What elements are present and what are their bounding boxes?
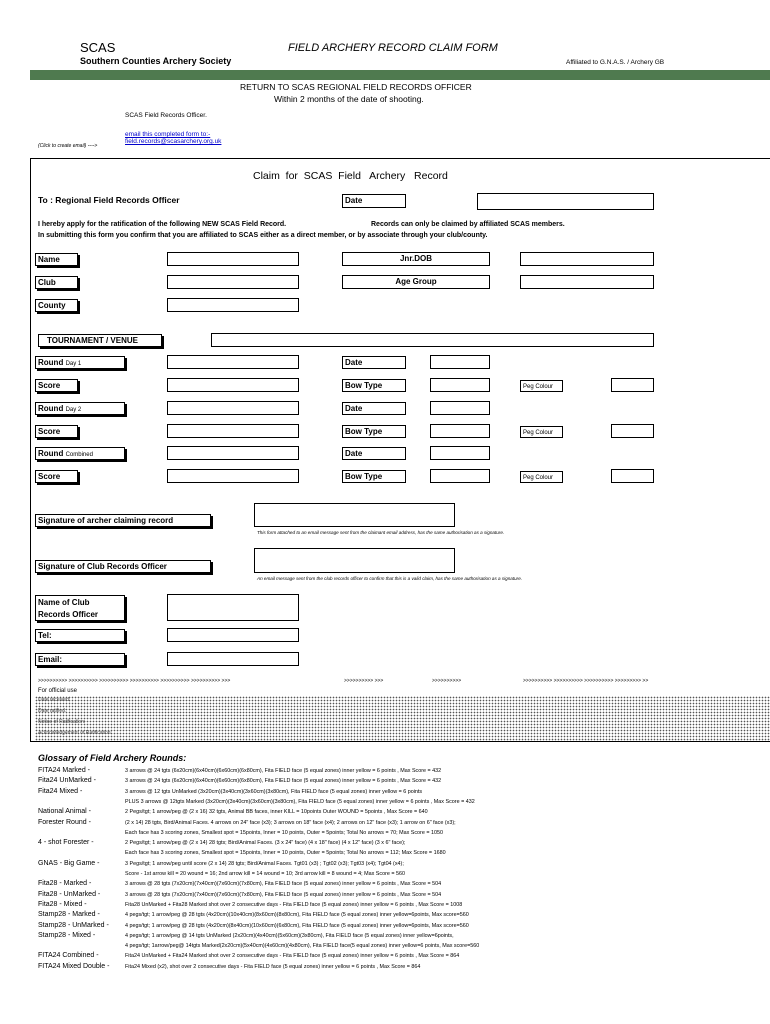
official-use-label: For official use <box>38 688 77 694</box>
day2-word: Day 2 <box>65 407 82 413</box>
email-label: Email: <box>35 653 125 666</box>
glossary-round-description: Fita24 Mixed (x2), shot over 2 consecutive days - Fita FIELD face (5 equal zones) inner yellow = 6 points , Max Score = 864 <box>125 963 421 970</box>
officer-line: SCAS Field Records Officer. <box>125 112 207 119</box>
round-combined-input[interactable] <box>167 446 299 460</box>
archer-signature-label: Signature of archer claiming record <box>35 514 211 527</box>
org-full: Southern Counties Archery Society <box>80 56 232 66</box>
glossary-round-description: 2 Pegs/tgt; 1 arrow/peg @ (2 x 16) 32 tgts, Animal BB faces, inner KILL = 10points Outer WOUND = 5points , Max Score = 640 <box>125 809 428 816</box>
glossary-round-name: Fita24 Mixed - <box>38 787 83 795</box>
round-day1-label <box>35 356 125 369</box>
official-arrows-1: >>>>>>>>>> >>>>>>>>>> >>>>>>>>>> >>>>>>>>>> >>>>>>>>>> >>>>>>>>>> >>> <box>38 678 231 684</box>
glossary-round-description: 2 Pegs/tgt; 1 arrow/peg @ (2 x 14) 28 tgts; Bird/Animal Faces. (3 x 24" face) (4 x 18" face) (4 x 12" face) (3 x 6" face); <box>125 840 406 847</box>
jnr-dob-input[interactable] <box>520 252 654 266</box>
round-word: Round <box>38 358 64 367</box>
combined-word: Combined <box>65 452 93 458</box>
email-hint: (Click to create email) ----> <box>38 143 98 149</box>
official-arrows-3: >>>>>>>>>> <box>432 678 462 684</box>
affiliated-line: Records can only be claimed by affiliated SCAS members. <box>371 221 565 228</box>
officer-name-line-1: Name of Club <box>38 598 90 607</box>
claim-date-label: Date <box>342 194 406 208</box>
date-combined-label: Date <box>342 447 406 460</box>
date-day1-label: Date <box>342 356 406 369</box>
glossary-round-description: PLUS 3 arrows @ 12tgts Marked (3x20cm)(3x40cm)(3x60cm)(3x80cm), Fita FIELD face (5 equal zones) inner yellow = 6 points , Max Score = 432 <box>125 798 475 805</box>
glossary-round-name: FITA24 Marked - <box>38 767 90 774</box>
glossary-round-description: Each face has 3 scoring zones, Smallest spot = 15points, Inner = 10 points, Outer = 5points; Total No arrows = 70; Max Score = 1050 <box>125 829 443 836</box>
glossary-round-name: Stamp28 - UnMarked - <box>38 921 109 929</box>
official-row-2: Date ratified: <box>38 708 67 714</box>
claim-title: Claim for SCAS Field Archery Record <box>253 170 448 182</box>
org-short: SCAS <box>80 40 116 55</box>
club-label: Club <box>35 276 78 289</box>
name-label: Name <box>35 253 78 266</box>
glossary-round-description: 3 arrows @ 28 tgts (7x20cm)(7x40cm)(7x60cm)(7x80cm), Fita FIELD face (5 equal zones) inner yellow = 6 points , Max Score = 504 <box>125 891 442 898</box>
date-day1-input[interactable] <box>430 355 490 369</box>
officer-name-label <box>35 595 125 621</box>
glossary-round-description: 4 pegs/tgt; 1 arrow/peg @ 14 tgts UnMarked (2x20cm)(4x40cm)(5x60cm)(3x80cm), Fita FIELD face (5 equal zones) inner yellow=6points, <box>125 932 454 939</box>
email-link-line-2[interactable]: field.records@scasarchery.org.uk <box>125 138 222 145</box>
tel-input[interactable] <box>167 628 299 642</box>
bowtype-day1-input[interactable] <box>430 378 490 392</box>
age-group-input[interactable] <box>520 275 654 289</box>
email-link[interactable] <box>125 131 221 145</box>
email-input[interactable] <box>167 652 299 666</box>
glossary-round-name: Fita24 UnMarked - <box>38 777 96 785</box>
glossary-round-description: 3 Pegs/tgt; 1 arrow/peg until score (2 x 14) 28 tgts; Bird/Animal Faces. Tgt01 (x3) ; Tgt02 (x3); Tgt03 (x4); Tgt04 (x4); <box>125 860 404 867</box>
jnr-dob-label: Jnr.DOB <box>342 252 490 266</box>
glossary-round-name: GNAS - Big Game - <box>38 859 100 867</box>
official-row-3: Notice of Ratification: <box>38 719 86 725</box>
pegcolour-day2-input[interactable] <box>611 424 654 438</box>
round-day1-input[interactable] <box>167 355 299 369</box>
official-arrows-4: >>>>>>>>>> >>>>>>>>>> >>>>>>>>>> >>>>>>>>> >> <box>523 678 649 684</box>
score-day1-input[interactable] <box>167 378 299 392</box>
glossary-round-description: Fita24 UnMarked + Fita24 Marked shot over 2 consecutive days - Fita FIELD face (5 equal zones) inner yellow = 6 points , Max Score = 864 <box>125 953 460 960</box>
form-title: FIELD ARCHERY RECORD CLAIM FORM <box>288 42 498 54</box>
name-input[interactable] <box>167 252 299 266</box>
bowtype-day2-input[interactable] <box>430 424 490 438</box>
glossary-round-name: Fita28 - UnMarked - <box>38 890 101 898</box>
day1-word: Day 1 <box>65 361 82 367</box>
date-combined-input[interactable] <box>430 446 490 460</box>
date-day2-label: Date <box>342 402 406 415</box>
bowtype-day2-label: Bow Type <box>342 425 406 438</box>
return-to: RETURN TO SCAS REGIONAL FIELD RECORDS OFFICER <box>240 82 472 92</box>
submit-line: In submitting this form you confirm that you are affiliated to SCAS either as a direct member, or by associate through your club/county. <box>38 232 488 239</box>
apply-line: I hereby apply for the ratification of the following NEW SCAS Field Record. <box>38 221 287 228</box>
glossary-round-description: 4 pegs/tgt; 1 arrow/peg @ 28 tgts (4x20cm)(8x40cm)(10x60cm)(6x80cm), Fita FIELD face (5 equal zones) inner yellow=6points, Max score=560 <box>125 922 469 929</box>
glossary-round-name: National Animal - <box>38 808 91 816</box>
pegcolour-combined-label: Peg Colour <box>520 471 563 483</box>
glossary-round-description: Fita28 UnMarked + Fita28 Marked shot over 2 consecutive days - Fita FIELD face (5 equal zones) inner yellow = 6 points , Max Score = 1008 <box>125 901 463 908</box>
club-signature-input[interactable] <box>254 548 455 573</box>
glossary-round-name: Fita28 - Marked - <box>38 880 92 888</box>
round-word: Round <box>38 404 64 413</box>
glossary-title: Glossary of Field Archery Rounds: <box>38 753 187 763</box>
club-signature-note: An email message sent from the club records officer to confirm that this is a valid claim, has the same authorisation as a signature. <box>257 576 523 581</box>
score-combined-input[interactable] <box>167 469 299 483</box>
bowtype-day1-label: Bow Type <box>342 379 406 392</box>
age-group-label: Age Group <box>342 275 490 289</box>
glossary-round-description: Each face has 3 scoring zones, Smallest spot = 15points, Inner = 10 points, Outer = 5points; Total No arrows = 112; Max Score = 1680 <box>125 850 446 857</box>
glossary-round-description: 4 pegs/tgt; 1arrow/peg@ 14tgts Marked(2x20cm)(5x40cm)(4x60cm)(4x80cm), Fita FIELD face(5 equal zones) inner yellow=6 points, Max score=560 <box>125 943 480 950</box>
header-bar <box>30 70 770 80</box>
glossary-round-name: 4 - shot Forester - <box>38 839 94 847</box>
official-arrows-2: >>>>>>>>>> >>> <box>344 678 384 684</box>
archer-signature-input[interactable] <box>254 503 455 527</box>
score-day1-label: Score <box>35 379 78 392</box>
glossary-round-description: 4 pegs/tgt; 1 arrow/peg @ 28 tgts (4x20cm)(10x40cm)(8x60cm)(8x80cm), Fita FIELD face (5 equal zones) inner yellow=6points, Max score=560 <box>125 912 469 919</box>
glossary-round-name: FITA24 Combined - <box>38 952 99 960</box>
county-label: County <box>35 299 78 312</box>
glossary-round-name: FITA24 Mixed Double - <box>38 962 110 970</box>
bowtype-combined-label: Bow Type <box>342 470 406 483</box>
tel-label: Tel: <box>35 629 125 642</box>
county-input[interactable] <box>167 298 299 312</box>
pegcolour-day1-input[interactable] <box>611 378 654 392</box>
glossary-round-name: Stamp28 - Marked - <box>38 911 100 919</box>
tournament-label: TOURNAMENT / VENUE <box>38 334 162 347</box>
archer-signature-note: This form attached to an email message sent from the claimant email address, has the same authorisation as a signature. <box>257 530 505 535</box>
pegcolour-day2-label: Peg Colour <box>520 426 563 438</box>
officer-name-line-2: Records Officer <box>38 610 99 619</box>
score-combined-label: Score <box>35 470 78 483</box>
email-link-line-1[interactable]: email this completed form to:- <box>125 131 211 138</box>
club-input[interactable] <box>167 275 299 289</box>
score-day2-input[interactable] <box>167 424 299 438</box>
round-day2-label <box>35 402 125 415</box>
glossary-round-description: 3 arrows @ 12 tgts UnMarked (3x20cm)(3x40cm)(3x60cm)(3x80cm), Fita FIELD face (5 equal zones) inner yellow = 6 points <box>125 788 423 795</box>
pegcolour-combined-input[interactable] <box>611 469 654 483</box>
glossary-round-name: Forester Round - <box>38 818 91 826</box>
club-signature-label: Signature of Club Records Officer <box>35 560 211 573</box>
within-notice: Within 2 months of the date of shooting. <box>274 94 424 104</box>
glossary-round-description: Score - 1st arrow kill = 20 wound = 16; 2nd arrow kill = 14 wound = 10; 3rd arrow kill = 8 wound = 4; Max Score = 560 <box>125 871 406 877</box>
round-day2-input[interactable] <box>167 401 299 415</box>
glossary-round-description: 3 arrows @ 24 tgts (6x20cm)(6x40cm)(6x60cm)(6x80cm), Fita FIELD face (5 equal zones) inner yellow = 6 points , Max Score = 432 <box>125 768 442 774</box>
official-row-1: Date received: <box>38 697 71 703</box>
to-line: To : Regional Field Records Officer <box>38 195 180 205</box>
official-row-4: Acknowledgement of Ratification: <box>38 730 112 736</box>
claim-date-input[interactable] <box>477 193 654 210</box>
tournament-input[interactable] <box>211 333 654 347</box>
bowtype-combined-input[interactable] <box>430 469 490 483</box>
glossary-round-description: 3 arrows @ 28 tgts (7x20cm)(7x40cm)(7x60cm)(7x80cm), Fita FIELD face (5 equal zones) inner yellow = 6 points , Max Score = 504 <box>125 881 442 888</box>
pegcolour-day1-label: Peg Colour <box>520 380 563 392</box>
glossary-round-description: 3 arrows @ 24 tgts (6x20cm)(6x40cm)(6x60cm)(6x80cm), Fita FIELD face (5 equal zones) inner yellow = 6 points , Max Score = 432 <box>125 778 442 785</box>
glossary-round-name: Fita28 - Mixed - <box>38 900 87 908</box>
affiliation: Affiliated to G.N.A.S. / Archery GB <box>566 59 665 66</box>
glossary-round-description: (2 x 14) 28 tgts, Bird/Animal Faces. 4 arrows on 24" face (x3); 3 arrows on 18" face (x4); 2 arrows on 12" face (x3); 1 arrow on 6" face (x3); <box>125 819 456 826</box>
round-word: Round <box>38 449 64 458</box>
round-combined-label <box>35 447 125 460</box>
score-day2-label: Score <box>35 425 78 438</box>
official-use-area <box>35 696 770 741</box>
officer-name-input[interactable] <box>167 594 299 621</box>
date-day2-input[interactable] <box>430 401 490 415</box>
glossary-round-name: Stamp28 - Mixed - <box>38 931 96 939</box>
